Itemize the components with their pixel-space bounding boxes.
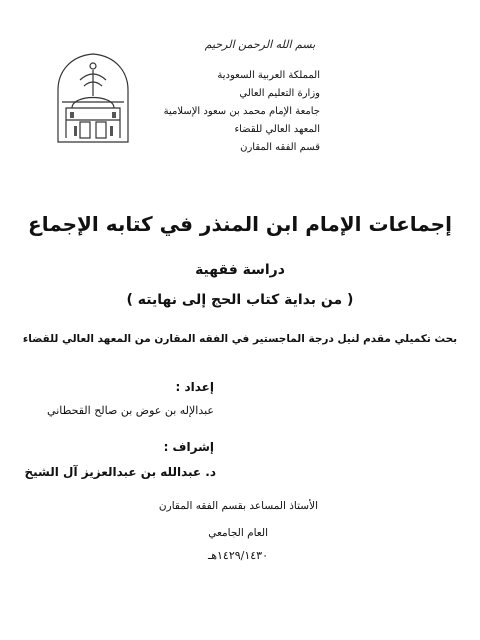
author-name: عبدالإله بن عوض بن صالح القحطاني bbox=[47, 404, 214, 417]
prepared-by-label: إعداد : bbox=[175, 380, 214, 394]
thesis-subtitle: دراسة فقهية bbox=[195, 262, 285, 278]
supervisor-role: الأستاذ المساعد بقسم الفقه المقارن bbox=[158, 500, 318, 512]
academic-year-label: العام الجامعي bbox=[208, 527, 268, 539]
research-statement: بحث تكميلي مقدم لنيل درجة الماجستير في الفقه المقارن من المعهد العالي للقضاء bbox=[22, 333, 458, 345]
thesis-title: إجماعات الإمام ابن المنذر في كتابه الإجماع bbox=[28, 212, 452, 236]
institution-line-country: المملكة العربية السعودية bbox=[217, 70, 320, 81]
supervision-label: إشراف : bbox=[163, 440, 214, 454]
thesis-scope: ( من بداية كتاب الحج إلى نهايته ) bbox=[126, 292, 354, 308]
institution-line-university: جامعة الإمام محمد بن سعود الإسلامية bbox=[163, 106, 320, 117]
supervisor-name: د. عبدالله بن عبدالعزيز آل الشيخ bbox=[24, 465, 216, 479]
academic-year: ١٤٢٩/١٤٣٠هـ bbox=[207, 549, 268, 562]
basmala: بسم الله الرحمن الرحيم bbox=[204, 38, 316, 51]
institution-line-institute: المعهد العالي للقضاء bbox=[234, 124, 320, 135]
institution-line-ministry: وزارة التعليم العالي bbox=[239, 88, 320, 99]
institution-line-department: قسم الفقه المقارن bbox=[240, 142, 320, 153]
university-emblem-icon bbox=[50, 50, 136, 150]
